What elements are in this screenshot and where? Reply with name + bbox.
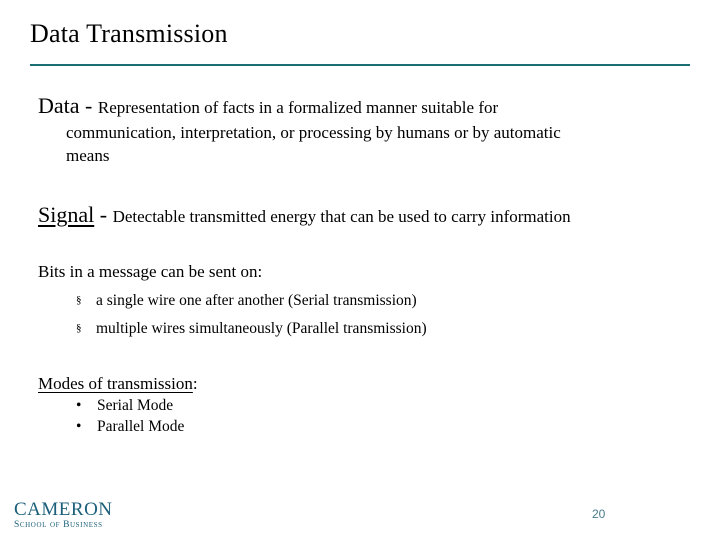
- signal-term: Signal: [38, 202, 95, 227]
- modes-item-text: Serial Mode: [97, 397, 174, 414]
- modes-item: [76, 418, 184, 436]
- bits-item: [76, 292, 417, 310]
- signal-separator: -: [94, 202, 113, 227]
- modes-heading: [38, 374, 198, 394]
- section-bullet-icon: §: [76, 294, 82, 306]
- title-divider: [30, 64, 690, 66]
- page-number: 20: [592, 507, 606, 521]
- data-definition-line3: means: [66, 146, 110, 165]
- modes-item: [76, 397, 173, 415]
- data-definition-line2: communication, interpretation, or processing by humans or by automatic: [66, 123, 561, 142]
- bits-intro: Bits in a message can be sent on:: [38, 262, 263, 281]
- modes-heading-text: Modes of transmission: [38, 374, 193, 393]
- logo-sub-text: School of Business: [14, 520, 103, 530]
- signal-definition: [38, 202, 571, 228]
- modes-heading-colon: :: [192, 374, 198, 393]
- modes-item-text: Parallel Mode: [97, 418, 185, 435]
- bits-item-text: a single wire one after another (Serial transmission): [96, 292, 417, 309]
- section-bullet-icon: §: [76, 322, 82, 334]
- dot-bullet-icon: •: [76, 418, 82, 435]
- data-term: Data: [38, 93, 80, 118]
- bits-item: [76, 320, 427, 338]
- logo-main-text: CAMERON: [14, 499, 113, 520]
- dot-bullet-icon: •: [76, 397, 82, 414]
- signal-definition-text: Detectable transmitted energy that can be used to carry information: [112, 207, 571, 226]
- data-definition-line1: Representation of facts in a formalized manner suitable for: [97, 98, 499, 117]
- slide-title: Data Transmission: [30, 19, 228, 48]
- data-definition: [38, 93, 498, 119]
- bits-item-text: multiple wires simultaneously (Parallel transmission): [96, 320, 427, 337]
- cameron-logo: [14, 500, 113, 531]
- data-separator: -: [79, 93, 98, 118]
